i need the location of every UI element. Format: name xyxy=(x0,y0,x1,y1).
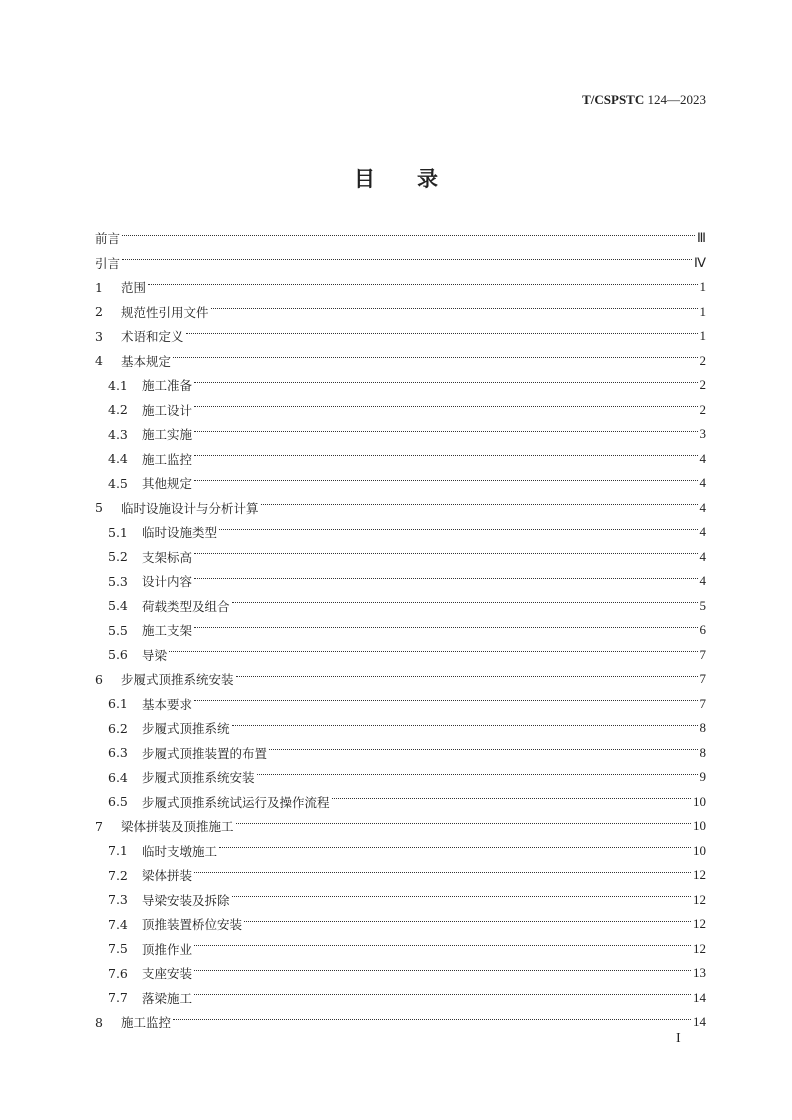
page-number: I xyxy=(676,1031,681,1046)
toc-entry-page: 4 xyxy=(699,548,706,564)
toc-entry-page: 10 xyxy=(693,842,706,858)
toc-entry[interactable] xyxy=(95,912,706,937)
dot-leader xyxy=(194,553,697,554)
toc-entry-page: 8 xyxy=(699,720,706,736)
toc-entry-number: 4.4 xyxy=(108,451,128,467)
toc-entry[interactable] xyxy=(95,643,706,668)
toc-entry-label: 基本要求 xyxy=(142,696,193,712)
page-title: 目录 xyxy=(354,167,480,191)
toc-entry[interactable] xyxy=(95,226,706,251)
toc-entry-label: 临时设施类型 xyxy=(142,525,218,541)
dot-leader xyxy=(173,357,697,358)
toc-entry-label: 顶推装置桥位安装 xyxy=(142,917,243,933)
dot-leader xyxy=(194,872,691,873)
toc-entry-label: 施工准备 xyxy=(142,378,193,394)
toc-entry[interactable] xyxy=(95,667,706,692)
toc-entry-page: 10 xyxy=(693,818,706,834)
standard-code xyxy=(582,92,706,108)
toc-entry-number: 5.4 xyxy=(108,598,128,614)
toc-entry[interactable] xyxy=(95,961,706,986)
dot-leader xyxy=(332,798,691,799)
toc-entry[interactable] xyxy=(95,275,706,300)
toc-entry[interactable] xyxy=(95,251,706,276)
toc-entry-page: 14 xyxy=(693,989,706,1005)
toc-entry-label: 临时设施设计与分析计算 xyxy=(121,500,259,516)
toc-entry-number: 4.2 xyxy=(108,402,128,418)
dot-leader xyxy=(194,480,697,481)
toc-entry-label: 荷载类型及组合 xyxy=(142,598,230,614)
table-of-contents xyxy=(95,226,706,1035)
toc-entry-label: 支座安装 xyxy=(142,966,193,982)
toc-entry-page: 2 xyxy=(699,377,706,393)
toc-entry-number: 5.3 xyxy=(108,573,128,589)
toc-entry-number: 3 xyxy=(95,328,103,344)
toc-entry[interactable] xyxy=(95,986,706,1011)
toc-entry-label: 基本规定 xyxy=(121,353,172,369)
dot-leader xyxy=(232,896,691,897)
toc-entry[interactable] xyxy=(95,422,706,447)
toc-entry[interactable] xyxy=(95,349,706,374)
toc-entry-page: 6 xyxy=(699,622,706,638)
toc-entry[interactable] xyxy=(95,398,706,423)
dot-leader xyxy=(122,235,695,236)
toc-entry-number: 5 xyxy=(95,500,103,516)
dot-leader xyxy=(236,823,691,824)
toc-entry-number: 4.3 xyxy=(108,426,128,442)
toc-entry-page: 12 xyxy=(693,867,706,883)
dot-leader xyxy=(169,651,697,652)
dot-leader xyxy=(194,945,691,946)
toc-entry-number: 6.2 xyxy=(108,720,128,736)
toc-entry-page: 12 xyxy=(693,891,706,907)
toc-entry-number: 4.1 xyxy=(108,377,128,393)
toc-entry-page: 9 xyxy=(699,769,706,785)
toc-entry-number: 4.5 xyxy=(108,475,128,491)
toc-entry-label: 范围 xyxy=(121,280,147,296)
toc-entry-page: 14 xyxy=(693,1014,706,1030)
toc-entry-label: 梁体拼装及顶推施工 xyxy=(121,819,234,835)
toc-entry-number: 8 xyxy=(95,1014,103,1030)
toc-entry-label: 施工设计 xyxy=(142,402,193,418)
dot-leader xyxy=(261,504,698,505)
dot-leader xyxy=(194,970,691,971)
dot-leader xyxy=(194,994,691,995)
toc-entry-number: 7.2 xyxy=(108,867,128,883)
toc-entry[interactable] xyxy=(95,692,706,717)
toc-entry-number: 4 xyxy=(95,353,103,369)
toc-entry[interactable] xyxy=(95,447,706,472)
toc-entry[interactable] xyxy=(95,888,706,913)
dot-leader xyxy=(186,333,698,334)
dot-leader xyxy=(194,700,697,701)
toc-entry-label: 步履式顶推系统 xyxy=(142,721,230,737)
toc-entry-label: 施工监控 xyxy=(121,1015,172,1031)
toc-entry-page: 7 xyxy=(699,671,706,687)
dot-leader xyxy=(194,382,697,383)
toc-entry-label: 支架标高 xyxy=(142,549,193,565)
dot-leader xyxy=(257,774,698,775)
toc-entry-number: 1 xyxy=(95,279,103,295)
toc-entry-number: 7.6 xyxy=(108,965,128,981)
dot-leader xyxy=(194,627,697,628)
toc-entry-label: 步履式顶推系统安装 xyxy=(121,672,234,688)
toc-entry-page: 4 xyxy=(699,450,706,466)
toc-entry-label: 前言 xyxy=(95,231,121,247)
toc-entry-page: 4 xyxy=(699,475,706,491)
toc-entry-number: 6.1 xyxy=(108,696,128,712)
toc-entry-label: 施工实施 xyxy=(142,427,193,443)
toc-entry-page: 10 xyxy=(693,793,706,809)
toc-entry-label: 设计内容 xyxy=(142,574,193,590)
toc-entry-page: 3 xyxy=(699,426,706,442)
toc-entry-label: 步履式顶推系统试运行及操作流程 xyxy=(142,794,330,810)
dot-leader xyxy=(244,921,691,922)
toc-entry-page: 8 xyxy=(699,744,706,760)
toc-entry-number: 7.1 xyxy=(108,843,128,859)
toc-entry-page: 2 xyxy=(699,401,706,417)
toc-entry[interactable] xyxy=(95,765,706,790)
dot-leader xyxy=(269,749,697,750)
toc-entry-label: 施工监控 xyxy=(142,451,193,467)
toc-entry[interactable] xyxy=(95,569,706,594)
toc-entry[interactable] xyxy=(95,324,706,349)
toc-entry-label: 引言 xyxy=(95,255,121,271)
toc-entry-label: 术语和定义 xyxy=(121,329,184,345)
toc-entry-label: 步履式顶推系统安装 xyxy=(142,770,255,786)
toc-entry-label: 临时支墩施工 xyxy=(142,843,218,859)
toc-entry[interactable] xyxy=(95,545,706,570)
toc-entry-number: 7.4 xyxy=(108,916,128,932)
standard-code-number: 124—2023 xyxy=(647,92,706,107)
toc-entry-number: 6.3 xyxy=(108,745,128,761)
toc-entry-number: 5.1 xyxy=(108,524,128,540)
toc-entry-page: Ⅲ xyxy=(697,230,706,246)
dot-leader xyxy=(194,431,697,432)
toc-entry-page: 12 xyxy=(693,940,706,956)
toc-entry-label: 规范性引用文件 xyxy=(121,304,209,320)
toc-entry[interactable] xyxy=(95,520,706,545)
toc-entry-number: 2 xyxy=(95,304,103,320)
toc-entry[interactable] xyxy=(95,300,706,325)
toc-entry-page: 7 xyxy=(699,646,706,662)
dot-leader xyxy=(194,406,697,407)
dot-leader xyxy=(232,725,698,726)
toc-entry-label: 导梁安装及拆除 xyxy=(142,892,230,908)
toc-entry-page: 4 xyxy=(699,573,706,589)
toc-entry-number: 7.3 xyxy=(108,892,128,908)
toc-entry-number: 7.5 xyxy=(108,941,128,957)
toc-entry[interactable] xyxy=(95,716,706,741)
toc-entry-label: 梁体拼装 xyxy=(142,868,193,884)
toc-entry-page: 7 xyxy=(699,695,706,711)
dot-leader xyxy=(122,259,692,260)
toc-entry-page: 1 xyxy=(699,279,706,295)
toc-entry-page: 2 xyxy=(699,352,706,368)
toc-entry[interactable] xyxy=(95,618,706,643)
toc-entry-page: 12 xyxy=(693,916,706,932)
toc-entry-label: 施工支架 xyxy=(142,623,193,639)
dot-leader xyxy=(194,578,697,579)
toc-entry-page: 13 xyxy=(693,965,706,981)
toc-entry[interactable] xyxy=(95,790,706,815)
toc-entry[interactable] xyxy=(95,814,706,839)
toc-entry-number: 5.6 xyxy=(108,647,128,663)
dot-leader xyxy=(232,602,698,603)
toc-entry-page: 1 xyxy=(699,303,706,319)
dot-leader xyxy=(219,529,697,530)
toc-entry-label: 顶推作业 xyxy=(142,941,193,957)
toc-entry-page: 4 xyxy=(699,524,706,540)
toc-entry-number: 5.2 xyxy=(108,549,128,565)
toc-entry-page: 5 xyxy=(699,597,706,613)
toc-entry-number: 6 xyxy=(95,671,103,687)
toc-entry[interactable] xyxy=(95,863,706,888)
toc-entry[interactable] xyxy=(95,741,706,766)
toc-entry[interactable] xyxy=(95,839,706,864)
dot-leader xyxy=(148,284,697,285)
toc-entry-page: 1 xyxy=(699,328,706,344)
toc-entry-page: 4 xyxy=(699,499,706,515)
dot-leader xyxy=(194,455,697,456)
dot-leader xyxy=(173,1019,691,1020)
toc-entry-number: 6.5 xyxy=(108,794,128,810)
standard-code-prefix: T/CSPSTC xyxy=(582,92,645,107)
toc-entry-number: 5.5 xyxy=(108,622,128,638)
toc-entry[interactable] xyxy=(95,594,706,619)
toc-entry-label: 导梁 xyxy=(142,647,168,663)
toc-entry[interactable] xyxy=(95,1010,706,1035)
toc-entry[interactable] xyxy=(95,471,706,496)
toc-entry-number: 7.7 xyxy=(108,990,128,1006)
toc-entry-label: 其他规定 xyxy=(142,476,193,492)
dot-leader xyxy=(219,847,691,848)
dot-leader xyxy=(236,676,698,677)
toc-entry-label: 步履式顶推装置的布置 xyxy=(142,745,268,761)
toc-entry-label: 落梁施工 xyxy=(142,990,193,1006)
toc-entry[interactable] xyxy=(95,937,706,962)
dot-leader xyxy=(211,308,698,309)
toc-entry[interactable] xyxy=(95,496,706,521)
toc-entry-number: 7 xyxy=(95,818,103,834)
toc-entry-number: 6.4 xyxy=(108,769,128,785)
toc-entry-page: Ⅳ xyxy=(694,254,706,270)
toc-entry[interactable] xyxy=(95,373,706,398)
